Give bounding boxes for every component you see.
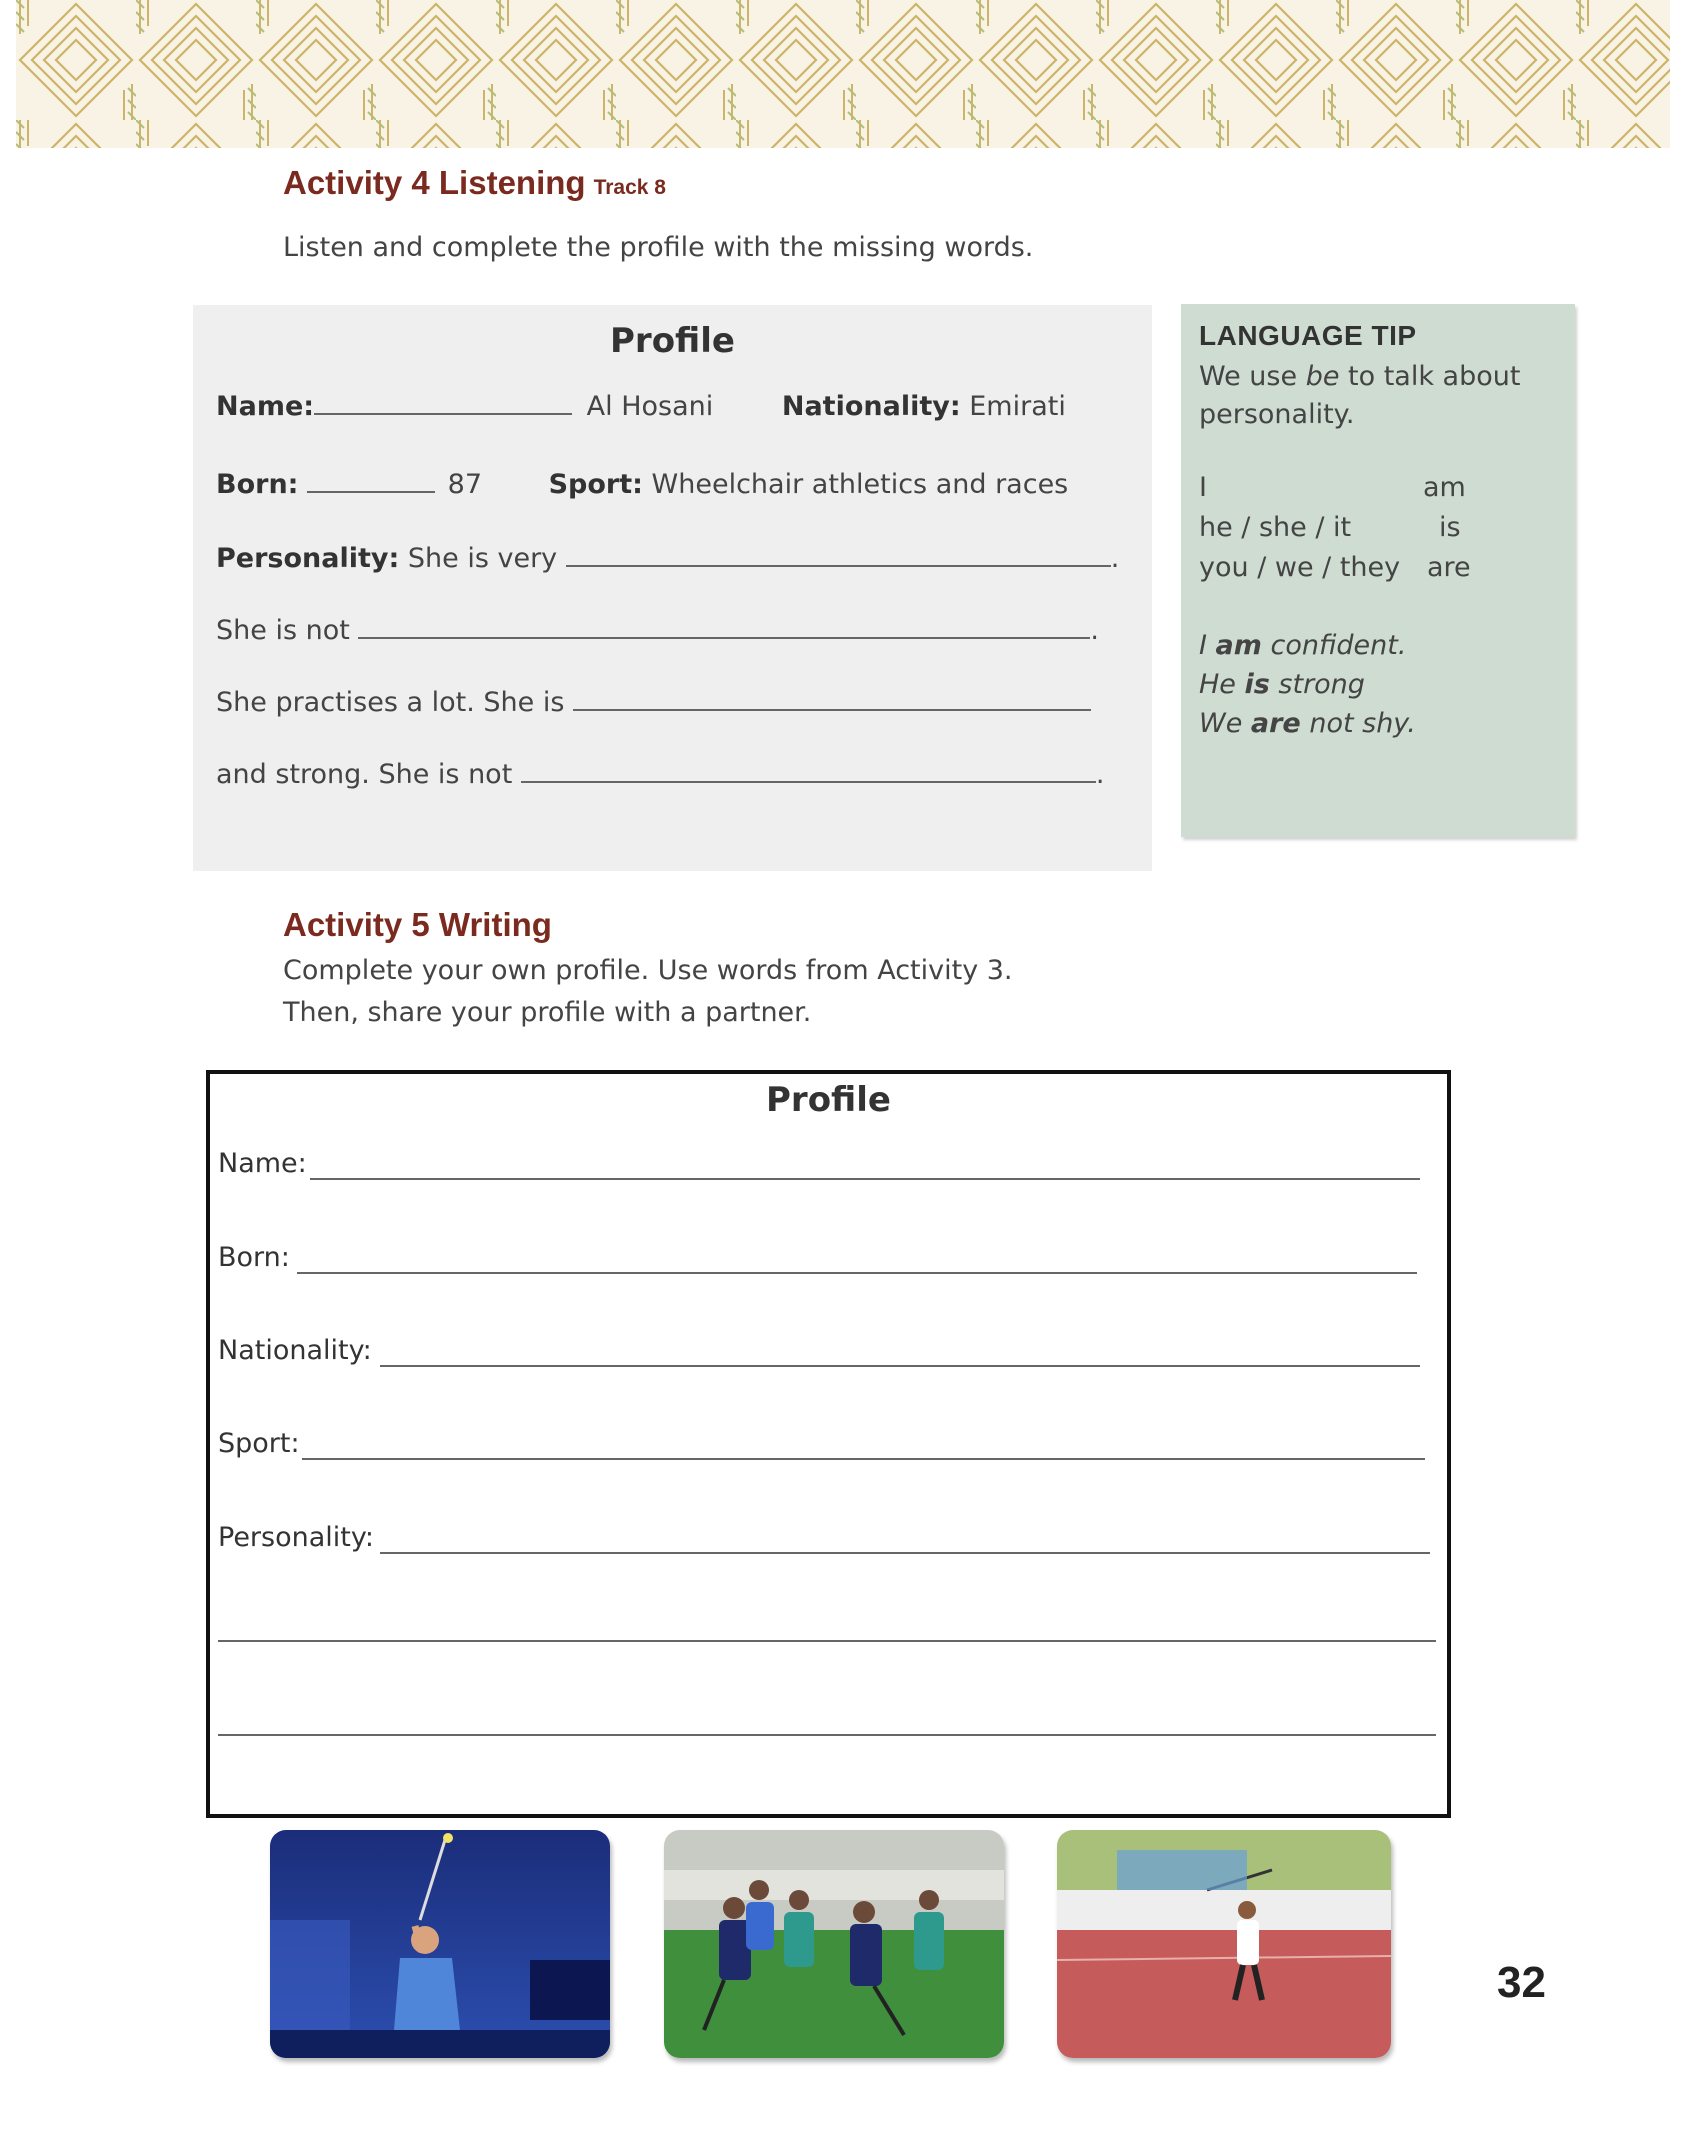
line-4-text: and strong. She is not <box>216 759 513 790</box>
be-conjugation-table <box>1199 472 1559 592</box>
activity-5-instruction <box>283 950 1013 1034</box>
decorative-pattern-banner <box>16 0 1670 148</box>
line-3-text: She practises a lot. She is <box>216 687 565 718</box>
name-label: Name: <box>216 391 315 422</box>
name-blank[interactable] <box>314 389 572 415</box>
nationality-label: Nationality: <box>218 1335 372 1366</box>
javelin-photo <box>1057 1830 1391 2058</box>
example-sentence: We are not shy. <box>1199 708 1416 739</box>
profile-title: Profile <box>610 321 735 361</box>
verb: am <box>1423 472 1466 503</box>
extra-input-line[interactable] <box>218 1640 1436 1642</box>
profile-line-3 <box>216 685 1091 718</box>
example-sentence: I am confident. <box>1199 630 1407 661</box>
nationality-value: Emirati <box>969 391 1066 422</box>
personality-text: She is very <box>407 543 558 574</box>
born-label: Born: <box>218 1242 290 1273</box>
line-2-text: She is not <box>216 615 350 646</box>
instruction-line-1: Complete your own profile. Use words from Activity 3. <box>283 955 1013 986</box>
listening-profile-card <box>193 305 1152 871</box>
nationality-label: Nationality: <box>781 391 961 422</box>
name-value: Al Hosani <box>586 391 714 422</box>
activity-5-title: Activity 5 Writing <box>283 906 552 943</box>
badminton-photo <box>270 1830 610 2058</box>
tip-text-pre: We use <box>1199 361 1306 392</box>
profile-line-4: and strong. She is not . <box>216 759 1105 790</box>
sport-label: Sport: <box>548 469 643 500</box>
activity-4-title: Activity 4 Listening <box>283 164 586 201</box>
sport-label: Sport: <box>218 1428 300 1459</box>
verb: are <box>1427 552 1471 583</box>
page-number: 32 <box>1497 1958 1546 2007</box>
line-3-blank[interactable] <box>573 685 1091 711</box>
born-value: 87 <box>447 469 483 500</box>
name-label: Name: <box>218 1148 307 1179</box>
sport-value: Wheelchair athletics and races <box>651 469 1069 500</box>
profile-personality-row: Personality: She is very . <box>216 543 1120 574</box>
activity-4-instruction: Listen and complete the profile with the missing words. <box>283 232 1034 263</box>
language-tip-box <box>1181 304 1575 837</box>
line-2-blank[interactable] <box>358 613 1090 639</box>
profile-title: Profile <box>766 1080 891 1120</box>
verb: is <box>1439 512 1461 543</box>
instruction-line-2: Then, share your profile with a partner. <box>283 997 812 1028</box>
born-input-line[interactable] <box>297 1272 1417 1274</box>
personality-blank[interactable] <box>566 541 1111 567</box>
profile-born-row <box>216 467 1068 500</box>
pronoun: I <box>1199 472 1207 503</box>
personality-input-line[interactable] <box>380 1552 1430 1554</box>
writing-profile-card <box>206 1070 1451 1818</box>
name-input-line[interactable] <box>310 1178 1420 1180</box>
extra-input-line[interactable] <box>218 1734 1436 1736</box>
born-label: Born: <box>216 469 299 500</box>
personality-label: Personality: <box>216 543 400 574</box>
pronoun: you / we / they <box>1199 552 1401 583</box>
personality-label: Personality: <box>218 1522 374 1553</box>
pronoun: he / she / it <box>1199 512 1352 543</box>
profile-name-row <box>216 389 1066 422</box>
field-hockey-photo <box>664 1830 1004 2058</box>
track-label: Track 8 <box>593 176 666 199</box>
example-sentence: He is strong <box>1199 669 1365 700</box>
tip-text-post: to talk about personality. <box>1199 361 1521 430</box>
tip-text-emphasis: be <box>1305 361 1340 392</box>
line-4-blank[interactable] <box>521 757 1096 783</box>
born-blank[interactable] <box>307 467 435 493</box>
profile-line-2: She is not . <box>216 615 1100 646</box>
language-tip-title: LANGUAGE TIP <box>1199 320 1417 351</box>
activity-4-heading <box>283 164 666 202</box>
sport-input-line[interactable] <box>302 1458 1425 1460</box>
nationality-input-line[interactable] <box>380 1365 1420 1367</box>
language-tip-text <box>1199 358 1559 434</box>
